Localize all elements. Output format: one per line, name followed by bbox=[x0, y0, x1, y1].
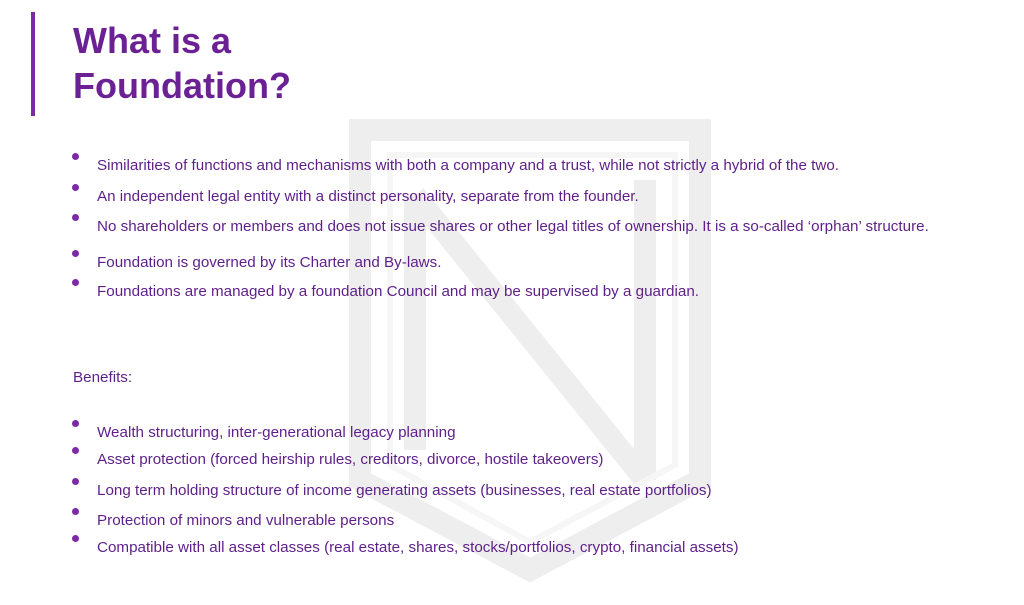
bullet-dot-icon bbox=[72, 478, 79, 485]
list-item-text: Asset protection (forced heirship rules, creditors, divorce, hostile takeovers) bbox=[97, 451, 604, 468]
bullet-dot-icon bbox=[72, 184, 79, 191]
slide-title: What is a Foundation? bbox=[73, 20, 291, 106]
list-item-text: No shareholders or members and does not issue shares or other legal titles of ownership. It is a so-called ‘orphan’ structure. bbox=[97, 218, 929, 235]
bullet-dot-icon bbox=[72, 279, 79, 286]
benefits-heading: Benefits: bbox=[73, 369, 133, 386]
bullet-dot-icon bbox=[72, 535, 79, 542]
bullet-dot-icon bbox=[72, 250, 79, 257]
list-item-text: Compatible with all asset classes (real estate, shares, stocks/portfolios, crypto, financial assets) bbox=[97, 539, 739, 556]
bullet-dot-icon bbox=[72, 420, 79, 427]
bullet-dot-icon bbox=[72, 153, 79, 160]
list-item-text: Wealth structuring, inter-generational legacy planning bbox=[97, 424, 456, 441]
bullet-dot-icon bbox=[72, 447, 79, 454]
bullet-dot-icon bbox=[72, 214, 79, 221]
list-item-text: Foundations are managed by a foundation Council and may be supervised by a guardian. bbox=[97, 283, 699, 300]
title-accent-bar bbox=[31, 12, 35, 116]
list-item-text: Long term holding structure of income generating assets (businesses, real estate portfolios) bbox=[97, 482, 712, 499]
list-item-text: Foundation is governed by its Charter and By-laws. bbox=[97, 254, 442, 271]
list-item-text: Protection of minors and vulnerable persons bbox=[97, 512, 395, 529]
bullet-dot-icon bbox=[72, 508, 79, 515]
list-item-text: An independent legal entity with a distinct personality, separate from the founder. bbox=[97, 188, 639, 205]
list-item-text: Similarities of functions and mechanisms with both a company and a trust, while not strictly a hybrid of the two. bbox=[97, 157, 839, 174]
